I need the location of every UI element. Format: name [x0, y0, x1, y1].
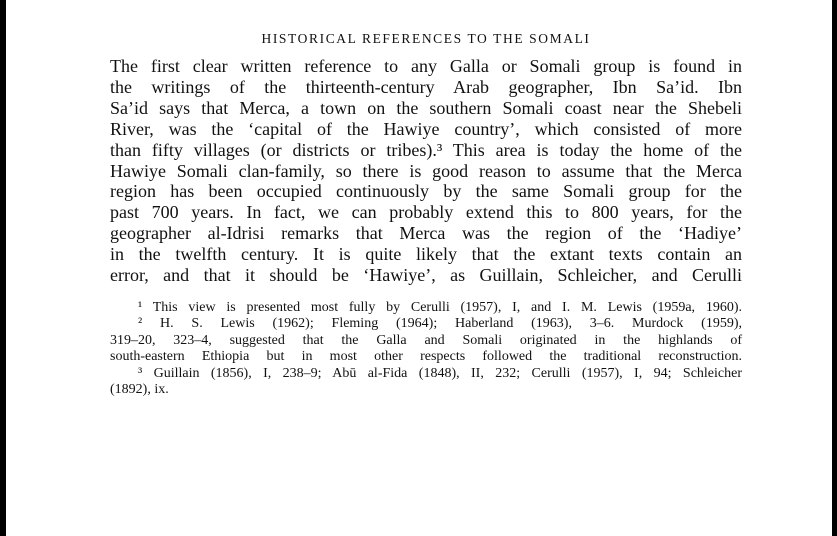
- footnotes: [110, 300, 742, 399]
- body-line: Sa’id says that Merca, a town on the southern Somali coast near the Shebeli: [110, 97, 742, 118]
- left-border: [0, 0, 6, 536]
- body-line: region has been occupied continuously by the same Somali group for the: [110, 181, 742, 202]
- body-line: error, and that it should be ‘Hawiye’, as Guillain, Schleicher, and Cerulli: [110, 265, 742, 286]
- body-line: the writings of the thirteenth-century Arab geographer, Ibn Sa’id. Ibn: [110, 76, 742, 97]
- body-line: River, was the ‘capital of the Hawiye country’, which consisted of more: [110, 118, 742, 139]
- body-line: than fifty villages (or districts or tribes).³ This area is today the home of the: [110, 139, 742, 160]
- running-head: HISTORICAL REFERENCES TO THE SOMALI: [261, 31, 591, 46]
- book-page: [110, 30, 742, 399]
- footnote-3: ³ Guillain (1856), I, 238–9; Abū al-Fida (1848), II, 232; Cerulli (1957), I, 94; Schleicher: [138, 365, 742, 381]
- right-border: [832, 0, 837, 536]
- footnote-3-continued: (1892), ix.: [110, 382, 169, 398]
- footnote-2-continued: 319–20, 323–4, suggested that the Galla and Somali originated in the highlands of: [110, 332, 742, 348]
- body-line: The first clear written reference to any Galla or Somali group is found in: [110, 56, 742, 76]
- body-text: [110, 56, 742, 286]
- footnote-2: ² H. S. Lewis (1962); Fleming (1964); Haberland (1963), 3–6. Murdock (1959),: [138, 316, 742, 332]
- body-line: Hawiye Somali clan-family, so there is good reason to assume that the Merca: [110, 160, 742, 181]
- footnote-1: ¹ This view is presented most fully by Cerulli (1957), I, and I. M. Lewis (1959a, 1960).: [138, 299, 742, 315]
- footnote-2-continued: south-eastern Ethiopia but in most other respects followed the traditional reconstruction.: [110, 349, 742, 365]
- body-line: in the twelfth century. It is quite likely that the extant texts contain an: [110, 244, 742, 265]
- body-line: geographer al-Idrisi remarks that Merca was the region of the ‘Hadiye’: [110, 223, 742, 244]
- body-line: past 700 years. In fact, we can probably extend this to 800 years, for the: [110, 202, 742, 223]
